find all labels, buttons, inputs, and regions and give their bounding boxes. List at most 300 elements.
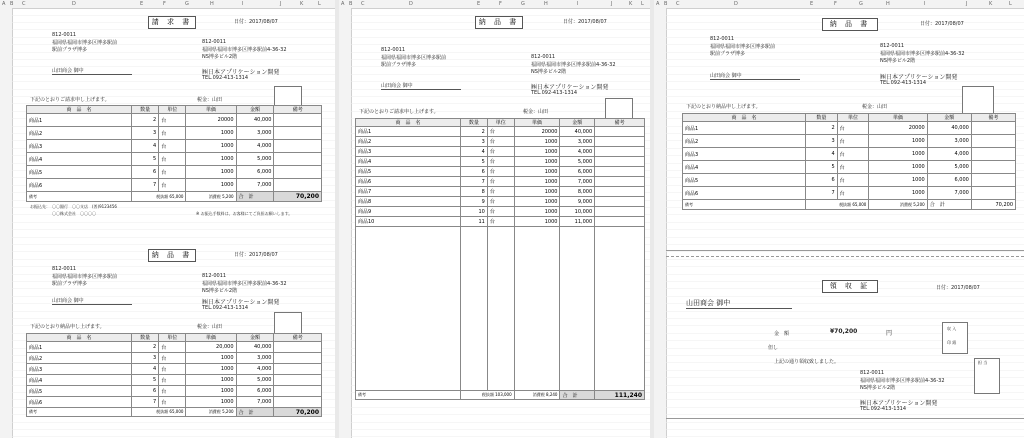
table-cell[interactable]: 商品6 [683,187,806,200]
column-letter: D [72,1,76,7]
table-cell[interactable]: 1000 [514,197,560,207]
table-cell[interactable]: 1000 [186,364,236,375]
table-cell[interactable]: 台 [837,122,869,135]
table-cell[interactable]: 商品2 [683,135,806,148]
delivery1-tax-label: 税金：山田 [197,324,223,330]
table-cell[interactable]: 3 [132,353,159,364]
invoice-bank2: 〇〇株式会社 〇〇〇〇 [52,211,96,216]
table-cell[interactable] [274,375,322,386]
invoice-sender-postal: 812-0011 [202,39,227,45]
table-row[interactable] [27,179,322,192]
table-header-cell: 数量 [806,114,838,122]
table-cell[interactable] [274,397,322,408]
table-cell[interactable] [487,227,514,391]
table-cell[interactable]: 9 [461,197,488,207]
table-cell[interactable]: 1000 [514,147,560,157]
table-cell[interactable]: 4,000 [236,364,274,375]
table-cell[interactable]: 7 [806,187,838,200]
table-row[interactable] [27,114,322,127]
table-cell[interactable]: 2 [806,122,838,135]
table-cell[interactable]: 商品2 [27,353,132,364]
sheet-grid[interactable] [351,8,650,438]
table-cell[interactable] [595,157,645,167]
invoice-long-company: ㈱日本アプリケーション開発 [531,84,609,91]
table-cell[interactable] [274,127,322,140]
table-cell[interactable]: 6 [806,174,838,187]
table-cell[interactable]: 合 計 [560,391,595,400]
table-cell[interactable]: 1000 [869,148,927,161]
table-cell[interactable]: 1000 [514,207,560,217]
table-cell[interactable] [461,227,488,391]
table-cell[interactable]: 台 [837,135,869,148]
table-row[interactable] [356,177,645,187]
table-cell[interactable]: 台 [159,127,186,140]
table-cell[interactable]: 8 [461,187,488,197]
table-cell[interactable]: 商品4 [27,375,132,386]
table-cell[interactable] [560,227,595,391]
invoice-bank-label: お振込先： [30,204,50,209]
delivery2-sender-postal: 812-0011 [880,43,905,49]
table-cell[interactable]: 1000 [869,174,927,187]
cut-line [666,250,1024,251]
table-cell[interactable]: 台 [159,179,186,192]
column-letter: E [140,1,144,7]
table-cell[interactable]: 1000 [186,397,236,408]
receipt-customer: 山田商会 御中 [686,298,792,309]
delivery2-stamp-box [962,86,994,114]
sheet-panel-2 [339,0,650,438]
table-cell[interactable]: 1000 [869,187,927,200]
summary-value: 消費税 [532,392,545,397]
table-header-cell: 数量 [132,334,159,342]
table-row[interactable] [27,375,322,386]
table-cell[interactable]: 備考 [683,200,806,210]
table-cell[interactable]: 台 [487,137,514,147]
table-cell[interactable]: 商品6 [27,179,132,192]
column-letter: C [676,1,680,7]
table-cell[interactable]: 5 [806,161,838,174]
table-cell[interactable] [595,167,645,177]
table-cell[interactable]: 20000 [514,127,560,137]
delivery1-customer: 山田商会 御中 [52,297,132,305]
table-cell[interactable]: 3,000 [927,135,971,148]
table-cell[interactable]: 2 [132,114,159,127]
table-cell[interactable] [595,147,645,157]
table-cell[interactable]: 台 [159,166,186,179]
delivery1-stamp-box [274,312,302,334]
table-cell[interactable]: 5,000 [560,157,595,167]
table-cell[interactable]: 11 [461,217,488,227]
invoice-long-tel: TEL.092-413-1314 [531,90,578,96]
table-cell[interactable]: 40,000 [236,342,274,353]
table-row[interactable] [27,127,322,140]
table-cell[interactable] [971,148,1015,161]
table-cell[interactable] [274,353,322,364]
table-cell[interactable]: 6,000 [560,167,595,177]
table-cell[interactable]: 20000 [869,122,927,135]
table-cell[interactable]: 3 [461,137,488,147]
table-cell[interactable]: 7,000 [927,187,971,200]
table-cell[interactable]: 8,000 [560,187,595,197]
table-cell[interactable]: 1000 [514,167,560,177]
table-header-cell: 備考 [274,106,322,114]
table-cell[interactable] [971,187,1015,200]
table-cell[interactable]: 1000 [514,177,560,187]
table-cell[interactable]: 商品4 [356,157,461,167]
summary-value: 税抜額 [481,392,494,397]
table-cell[interactable]: 5 [132,153,159,166]
table-cell[interactable]: 商品2 [27,127,132,140]
table-cell[interactable]: 商品1 [356,127,461,137]
table-row[interactable] [27,140,322,153]
delivery2-table [682,113,1016,210]
invoice-long-date: 日付：2017/08/07 [563,19,607,25]
receipt-seal-label: 担 当 [978,360,988,365]
table-cell[interactable]: 5,000 [236,375,274,386]
receipt-date: 日付：2017/08/07 [936,285,980,291]
table-cell[interactable]: 商品1 [683,122,806,135]
table-cell[interactable] [186,408,236,417]
table-row[interactable] [683,187,1016,200]
table-cell[interactable]: 4 [461,147,488,157]
sheet-grid[interactable] [666,8,1024,438]
summary-value: 5,200 [222,193,234,199]
table-cell[interactable]: 台 [159,375,186,386]
table-cell[interactable]: 1000 [514,217,560,227]
table-cell[interactable]: 1000 [186,179,236,192]
table-row[interactable] [683,174,1016,187]
summary-value: 65,000 [169,409,184,414]
table-cell[interactable]: 台 [159,140,186,153]
table-cell[interactable]: 商品3 [356,147,461,157]
table-cell[interactable] [132,408,186,417]
table-cell[interactable] [274,179,322,192]
column-letter: C [361,1,365,7]
table-cell[interactable]: 9,000 [560,197,595,207]
summary-value: 65,000 [852,201,867,207]
table-cell[interactable]: 11,000 [560,217,595,227]
table-cell[interactable]: 台 [487,147,514,157]
table-cell[interactable]: 1000 [186,375,236,386]
table-cell[interactable]: 台 [487,197,514,207]
table-cell[interactable]: 1000 [186,353,236,364]
table-cell[interactable]: 台 [487,207,514,217]
delivery1-summary-row [27,408,322,417]
table-cell[interactable] [356,227,461,391]
table-cell[interactable] [971,122,1015,135]
table-row[interactable] [683,148,1016,161]
table-cell[interactable]: 6 [132,386,159,397]
table-cell[interactable]: 商品2 [356,137,461,147]
table-cell[interactable]: 商品8 [356,197,461,207]
table-row[interactable] [27,166,322,179]
table-cell[interactable]: 5,000 [236,153,274,166]
table-cell[interactable]: 台 [159,342,186,353]
table-cell[interactable]: 台 [159,386,186,397]
table-cell[interactable]: 3 [806,135,838,148]
table-cell[interactable]: 合 計 [236,192,274,202]
table-cell[interactable]: 1000 [186,140,236,153]
table-cell[interactable]: 台 [487,177,514,187]
table-cell[interactable]: 商品5 [683,174,806,187]
table-cell[interactable] [595,187,645,197]
table-cell[interactable]: 台 [487,187,514,197]
table-cell[interactable]: 4 [132,140,159,153]
table-cell[interactable]: 5 [461,157,488,167]
table-cell[interactable]: 40,000 [927,122,971,135]
receipt-company: ㈱日本アプリケーション開発 [860,400,938,407]
column-letter: E [810,1,814,7]
table-cell[interactable] [595,137,645,147]
table-row[interactable] [356,167,645,177]
table-cell[interactable]: 2 [132,342,159,353]
table-cell[interactable]: 商品1 [27,342,132,353]
table-cell[interactable] [595,227,645,391]
table-cell[interactable] [971,135,1015,148]
table-cell[interactable]: 商品3 [683,148,806,161]
table-cell[interactable] [595,127,645,137]
table-cell[interactable]: 6,000 [236,386,274,397]
column-letter: B [664,1,668,7]
table-cell[interactable]: 台 [487,157,514,167]
table-cell[interactable]: 4 [806,148,838,161]
column-letter: A [341,1,345,7]
table-cell[interactable]: 台 [159,397,186,408]
column-letter: K [629,1,633,7]
receipt-amount-suffix: 円 [886,330,893,337]
table-cell[interactable]: 5,000 [927,161,971,174]
invoice-total: 70,200 [274,192,322,202]
table-row[interactable] [356,187,645,197]
table-cell[interactable]: 1000 [514,137,560,147]
invoice-sender-building: NS博多ビル2階 [202,54,238,60]
table-cell[interactable]: 6,000 [927,174,971,187]
receipt-amount-label: 金 額 [774,331,790,337]
table-cell[interactable]: 1000 [514,187,560,197]
invoice-long-lead: 下記のとおりご請求申し上げます。 [359,109,439,115]
table-cell[interactable]: 3,000 [236,353,274,364]
table-cell[interactable]: 台 [487,217,514,227]
invoice-long-postal: 812-0011 [381,47,406,53]
table-cell[interactable] [595,197,645,207]
column-letter: I [577,1,579,7]
table-cell[interactable]: 7 [461,177,488,187]
delivery2-summary-row [683,200,1016,210]
table-row[interactable] [356,147,645,157]
summary-value: 消費税 [208,409,221,414]
column-letter: G [521,1,525,7]
table-cell[interactable] [595,217,645,227]
column-letter: J [966,1,968,7]
table-cell[interactable]: 1000 [869,161,927,174]
table-row[interactable] [356,137,645,147]
table-cell[interactable] [595,207,645,217]
table-cell[interactable]: 20,000 [186,342,236,353]
column-letter: I [924,1,926,7]
delivery1-sender-postal: 812-0011 [202,273,227,279]
table-cell[interactable]: 台 [837,148,869,161]
table-cell[interactable]: 20000 [186,114,236,127]
table-cell[interactable] [971,161,1015,174]
table-cell[interactable]: 台 [837,161,869,174]
column-letter: I [242,1,244,7]
table-cell[interactable]: 6 [132,166,159,179]
column-letter: D [409,1,413,7]
invoice-long-title: 納 品 書 [475,16,523,29]
invoice-long-sender-building: NS博多ビル2階 [531,69,567,75]
table-row[interactable] [27,397,322,408]
table-header-cell: 単価 [514,119,560,127]
table-cell[interactable]: 台 [487,127,514,137]
receipt-received: 上記の通り領収致しました。 [774,359,840,365]
table-row[interactable] [683,122,1016,135]
table-cell[interactable] [595,177,645,187]
table-cell[interactable]: 6 [461,167,488,177]
delivery1-total: 70,200 [274,408,322,417]
table-header-cell: 備考 [274,334,322,342]
invoice-tax-label: 税金：山田 [197,97,223,103]
table-cell[interactable]: 1000 [186,386,236,397]
column-letter: J [280,1,282,7]
table-cell[interactable]: 台 [837,174,869,187]
table-cell[interactable]: 商品6 [356,177,461,187]
table-cell[interactable]: 備考 [27,408,132,417]
sheet-panel-3 [654,0,1024,438]
table-cell[interactable]: 商品5 [356,167,461,177]
column-letter: H [544,1,548,7]
table-cell[interactable]: 合 計 [927,200,971,210]
table-cell[interactable]: 商品7 [356,187,461,197]
receipt-memo-label: 但し [768,345,779,351]
table-cell[interactable]: 3,000 [236,127,274,140]
table-header-cell: 商 品 名 [27,334,132,342]
table-cell[interactable]: 台 [487,167,514,177]
table-cell[interactable]: 4,000 [560,147,595,157]
table-header-cell: 単位 [837,114,869,122]
invoice-date: 日付：2017/08/07 [234,19,278,25]
table-cell[interactable]: 商品5 [27,386,132,397]
table-row[interactable] [356,217,645,227]
table-cell[interactable]: 7,000 [236,179,274,192]
table-cell[interactable] [274,140,322,153]
column-letter: H [886,1,890,7]
table-row[interactable] [356,207,645,217]
table-cell[interactable] [132,192,186,202]
table-cell[interactable] [274,114,322,127]
table-cell[interactable]: 7 [132,397,159,408]
table-cell[interactable]: 2 [461,127,488,137]
table-cell[interactable]: 7,000 [236,397,274,408]
table-cell[interactable]: 40,000 [560,127,595,137]
table-cell[interactable]: 6,000 [236,166,274,179]
table-cell[interactable]: 1000 [186,127,236,140]
table-row[interactable] [683,161,1016,174]
table-cell[interactable] [806,200,869,210]
table-row[interactable] [356,197,645,207]
table-row[interactable] [27,353,322,364]
table-cell[interactable]: 3 [132,127,159,140]
summary-value: 5,200 [913,201,925,207]
delivery2-lead: 下記のとおり納品申し上げます。 [686,104,761,110]
receipt-sender-postal: 812-0011 [860,370,885,376]
table-row[interactable] [27,153,322,166]
table-row[interactable] [356,227,645,391]
table-cell[interactable]: 商品10 [356,217,461,227]
table-cell[interactable]: 7 [132,179,159,192]
table-cell[interactable] [186,192,236,202]
table-cell[interactable]: 商品3 [27,364,132,375]
delivery1-table [26,333,322,417]
table-row[interactable] [356,127,645,137]
table-header-cell: 単位 [159,106,186,114]
table-cell[interactable] [514,227,560,391]
table-cell[interactable]: 商品1 [27,114,132,127]
delivery2-company: ㈱日本アプリケーション開発 [880,74,958,81]
table-cell[interactable]: 商品3 [27,140,132,153]
table-cell[interactable]: 合 計 [236,408,274,417]
column-letter: B [10,1,14,7]
table-cell[interactable]: 商品4 [683,161,806,174]
table-cell[interactable]: 1000 [186,166,236,179]
table-cell[interactable] [274,153,322,166]
delivery1-company: ㈱日本アプリケーション開発 [202,299,280,306]
column-letter: E [477,1,481,7]
delivery2-title: 納 品 書 [822,18,878,31]
table-cell[interactable] [274,342,322,353]
table-cell[interactable]: 4 [132,364,159,375]
table-row[interactable] [27,386,322,397]
table-cell[interactable] [514,391,560,400]
table-cell[interactable]: 備考 [356,391,461,400]
table-cell[interactable]: 40,000 [236,114,274,127]
table-cell[interactable] [461,391,515,400]
table-row[interactable] [356,157,645,167]
table-cell[interactable]: 7,000 [560,177,595,187]
table-cell[interactable]: 台 [159,153,186,166]
table-row[interactable] [27,342,322,353]
table-cell[interactable]: 商品9 [356,207,461,217]
table-cell[interactable]: 1000 [514,157,560,167]
table-cell[interactable]: 台 [837,187,869,200]
table-cell[interactable] [971,174,1015,187]
table-cell[interactable] [869,200,927,210]
table-cell[interactable]: 商品5 [27,166,132,179]
table-row[interactable] [683,135,1016,148]
table-cell[interactable]: 台 [159,114,186,127]
table-cell[interactable] [274,386,322,397]
table-cell[interactable]: 台 [159,364,186,375]
table-cell[interactable]: 10 [461,207,488,217]
invoice-customer: 山田商会 御中 [52,67,132,75]
table-cell[interactable]: 4,000 [236,140,274,153]
table-cell[interactable]: 1000 [186,153,236,166]
sheet-grid[interactable] [12,8,335,438]
table-cell[interactable]: 10,000 [560,207,595,217]
table-cell[interactable]: 1000 [869,135,927,148]
table-cell[interactable]: 4,000 [927,148,971,161]
table-cell[interactable]: 台 [159,353,186,364]
table-row[interactable] [27,364,322,375]
table-cell[interactable]: 商品6 [27,397,132,408]
table-cell[interactable] [274,166,322,179]
table-cell[interactable] [274,364,322,375]
table-cell[interactable]: 3,000 [560,137,595,147]
receipt-sender-address: 福岡県福岡市博多区博多駅前4-36-32 [860,378,945,384]
table-cell[interactable]: 備考 [27,192,132,202]
table-cell[interactable]: 5 [132,375,159,386]
delivery2-tax-label: 税金：山田 [862,104,888,110]
table-cell[interactable]: 商品4 [27,153,132,166]
